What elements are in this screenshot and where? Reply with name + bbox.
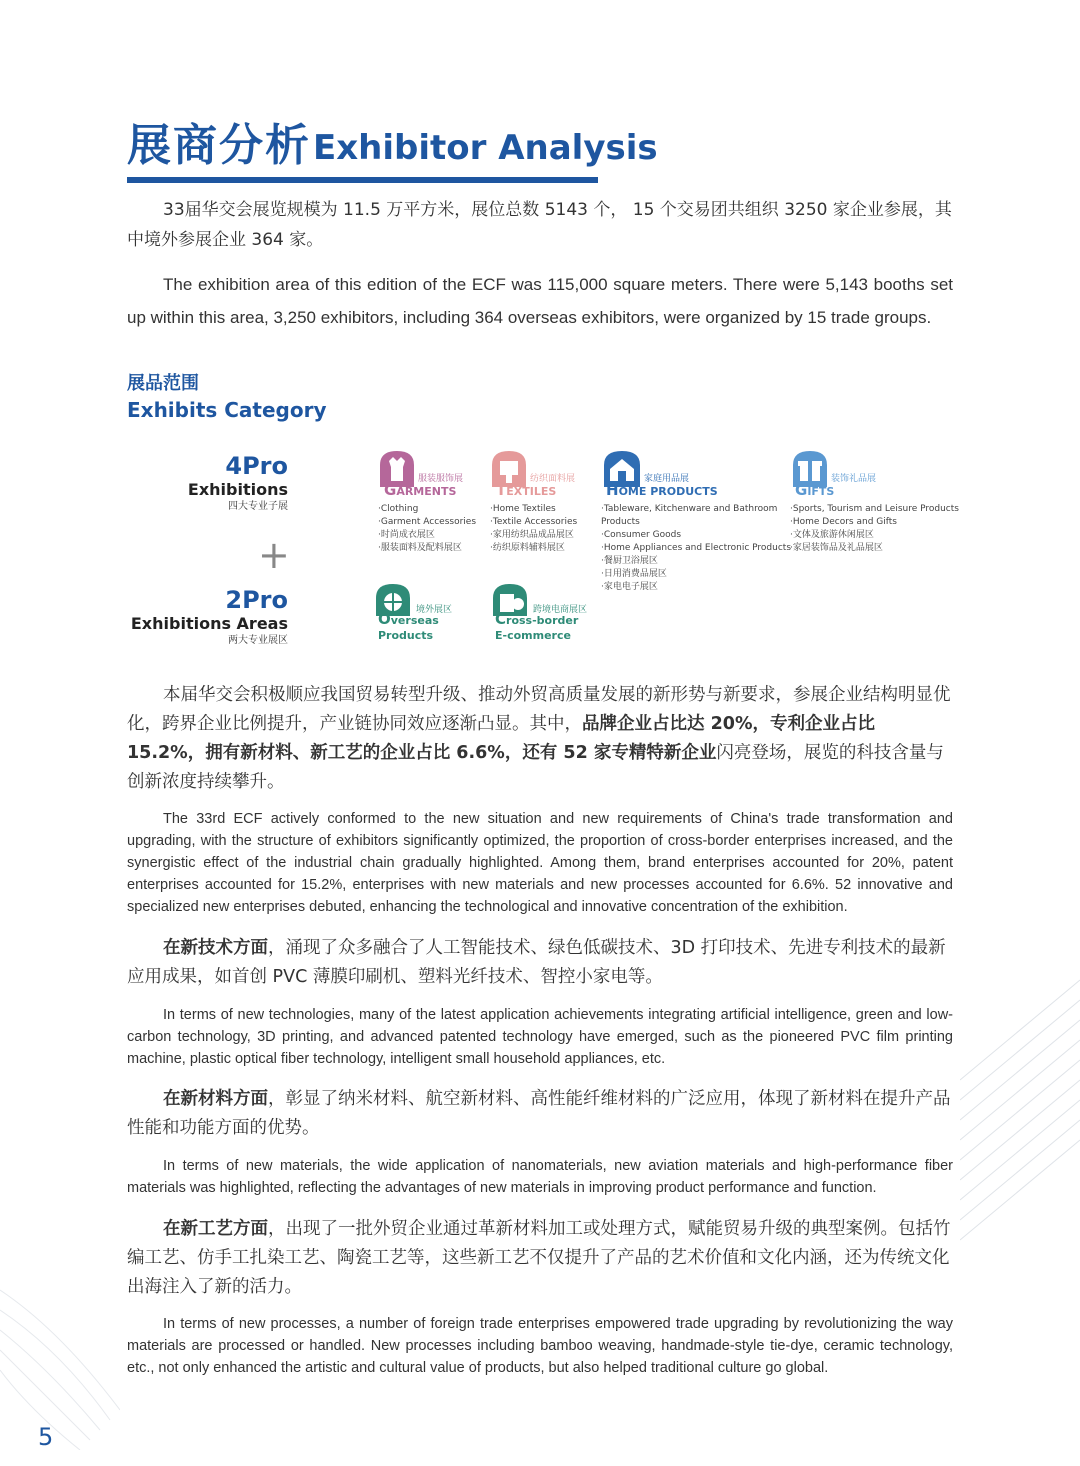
list-item: ·Tableware, Kitchenware and Bathroom bbox=[601, 504, 778, 514]
cross-border-cn: 跨境电商展区 bbox=[533, 605, 588, 615]
list-item: ·Home Appliances and Electronic Products bbox=[601, 543, 792, 553]
textiles-cn: 纺织面料展 bbox=[530, 474, 576, 484]
cross-border-en: Cross-border bbox=[495, 610, 579, 628]
list-item: ·家用纺织品成品展区 bbox=[490, 530, 574, 540]
list-item: ·Textile Accessories bbox=[490, 517, 578, 527]
home-products-en: HOME PRODUCTS bbox=[606, 481, 718, 499]
page-title-cn: 展商分析 bbox=[127, 120, 311, 171]
decorative-lines-left bbox=[0, 1250, 120, 1450]
category-title-cn: 展品范围 bbox=[127, 373, 199, 394]
body-paragraph-1-cn: 本届华交会积极顺应我国贸易转型升级、推动外贸高质量发展的新形势与新要求，参展企业结构明显优化，跨界企业比例提升，产业链协同效应逐渐凸显。其中，品牌企业占比达 20%，专利企业占比 15.2%，拥有新材料、新工艺的企业占比 6.6%，还有 52 家专精特新企业闪亮登场，展览的科技含量与创新浓度持续攀升。 bbox=[127, 685, 951, 792]
list-item: ·家电电子展区 bbox=[601, 582, 658, 592]
category-garments bbox=[376, 447, 486, 499]
textiles-en: TEXTILES bbox=[496, 481, 557, 499]
list-item: Products bbox=[601, 517, 640, 527]
list-item: ·Clothing bbox=[378, 504, 419, 514]
garments-en: GARMENTS bbox=[384, 481, 457, 499]
list-item: ·服装面料及配料展区 bbox=[378, 543, 462, 553]
pro4-number: 4Pro bbox=[225, 452, 288, 480]
pro4-label-cn: 四大专业子展 bbox=[228, 501, 288, 512]
body-paragraph-4-cn: 在新工艺方面，出现了一批外贸企业通过革新材料加工或处理方式，赋能贸易升级的典型案例。包括竹编工艺、仿手工扎染工艺、陶瓷工艺等，这些新工艺不仅提升了产品的艺术价值和文化内涵，还为传统文化出海注入了新的活力。 bbox=[127, 1219, 951, 1297]
page-title-en: Exhibitor Analysis bbox=[313, 128, 658, 168]
area-overseas bbox=[372, 580, 482, 642]
list-item: ·文体及旅游休闲展区 bbox=[790, 530, 874, 540]
intro-paragraph-cn: 33届华交会展览规模为 11.5 万平方米，展位总数 5143 个， 15 个交易团共组织 3250 家企业参展，其中境外参展企业 364 家。 bbox=[127, 200, 952, 250]
body-paragraph-2-en: In terms of new technologies, many of the latest application achievements integrating artificial intelligence, green and low-carbon technology, 3D printing, and advanced patented technology have emerged, such as the pioneered PVC film printing machine, plastic optical fiber technology, intelligent small household appliances, etc. bbox=[127, 1007, 953, 1067]
list-item: ·日用消费品展区 bbox=[601, 569, 667, 579]
category-title-en: Exhibits Category bbox=[127, 398, 327, 422]
gifts-list bbox=[790, 503, 959, 555]
list-item: ·Sports, Tourism and Leisure Products bbox=[790, 504, 959, 514]
home-products-cn: 家庭用品展 bbox=[644, 474, 690, 484]
highlight-stats: 品牌企业占比达 20%，专利企业占比 15.2%，拥有新材料、新工艺的企业占比 6.6%，还有 52 家专精特新企业 bbox=[127, 714, 875, 763]
pro4-block bbox=[150, 452, 288, 513]
pro2-label-cn: 两大专业展区 bbox=[228, 635, 288, 646]
body-paragraph-1-en: The 33rd ECF actively conformed to the new situation and new requirements of China's trade transformation and upgrading, with the structure of exhibitors significantly optimized, the proportion of cross-border enterprises increased, and the synergistic effect of the industrial chain gradually highlighted. Among them, brand enterprises accounted for 20%, patent enterprises accounted for 15.2%, enterprises with new materials and new processes accounted for 6.6%. 52 innovative and specialized new enterprises debuted, enhancing the technological and innovative concentration of the exhibition. bbox=[127, 811, 953, 915]
new-processes-heading: 在新工艺方面 bbox=[163, 1219, 268, 1239]
pro2-number: 2Pro bbox=[225, 586, 288, 614]
category-gifts bbox=[789, 447, 949, 499]
body-paragraph-3-en: In terms of new materials, the wide application of nanomaterials, new aviation materials and high-performance fiber materials was highlighted, reflecting the advantages of new materials in improving product performance and function. bbox=[127, 1158, 953, 1196]
list-item: ·餐厨卫浴展区 bbox=[601, 556, 658, 566]
body-paragraph-4-en: In terms of new processes, a number of foreign trade enterprises empowered trade upgrading by revolutionizing the way materials are processed or handled. New processes including bamboo weaving, handmade-style tie-dye, ceramic technology, etc., not only enhanced the artistic and cultural value of products, but also helped traditional culture go global. bbox=[127, 1316, 953, 1376]
list-item: ·纺织原料辅料展区 bbox=[490, 543, 565, 553]
textiles-list bbox=[490, 503, 577, 555]
overseas-cn: 境外展区 bbox=[416, 605, 453, 615]
category-home-products bbox=[600, 447, 780, 499]
decorative-lines bbox=[960, 960, 1080, 1280]
garments-list bbox=[378, 503, 476, 555]
home-products-list bbox=[601, 503, 791, 594]
list-item: ·Consumer Goods bbox=[601, 530, 682, 540]
list-item: ·时尚成衣展区 bbox=[378, 530, 435, 540]
new-materials-heading: 在新材料方面 bbox=[163, 1089, 268, 1109]
page-number: 5 bbox=[38, 1423, 54, 1451]
list-item: ·Home Decors and Gifts bbox=[790, 517, 897, 527]
list-item: ·Home Textiles bbox=[490, 504, 556, 514]
new-technology-heading: 在新技术方面 bbox=[163, 938, 268, 958]
area-cross-border bbox=[489, 580, 609, 642]
category-textiles bbox=[488, 447, 598, 499]
pro2-label: Exhibitions Areas bbox=[130, 614, 288, 633]
garments-cn: 服装服饰展 bbox=[418, 474, 464, 484]
pro2-block bbox=[130, 586, 288, 647]
title-underline bbox=[127, 177, 598, 183]
cross-border-en-line2: E-commerce bbox=[495, 629, 571, 642]
intro-paragraph-en: The exhibition area of this edition of the ECF was 115,000 square meters. There were 5,143 booths set up within this area, 3,250 exhibitors, including 364 overseas exhibitors, were organized by 15 trade groups. bbox=[127, 275, 953, 327]
plus-sign: + bbox=[258, 533, 290, 577]
body-paragraph-2-cn: 在新技术方面，涌现了众多融合了人工智能技术、绿色低碳技术、3D 打印技术、先进专利技术的最新应用成果，如首创 PVC 薄膜印刷机、塑料光纤技术、智控小家电等。 bbox=[127, 938, 946, 987]
pro4-label: Exhibitions bbox=[187, 480, 288, 499]
gifts-en: GIFTS bbox=[795, 481, 835, 499]
overseas-en-line2: Products bbox=[378, 629, 434, 642]
gifts-cn: 装饰礼品展 bbox=[831, 474, 877, 484]
body-paragraph-3-cn: 在新材料方面，彰显了纳米材料、航空新材料、高性能纤维材料的广泛应用，体现了新材料在提升产品性能和功能方面的优势。 bbox=[127, 1089, 951, 1138]
list-item: ·Garment Accessories bbox=[378, 517, 477, 527]
list-item: ·家居装饰品及礼品展区 bbox=[790, 543, 883, 553]
overseas-en: Overseas bbox=[378, 610, 439, 628]
